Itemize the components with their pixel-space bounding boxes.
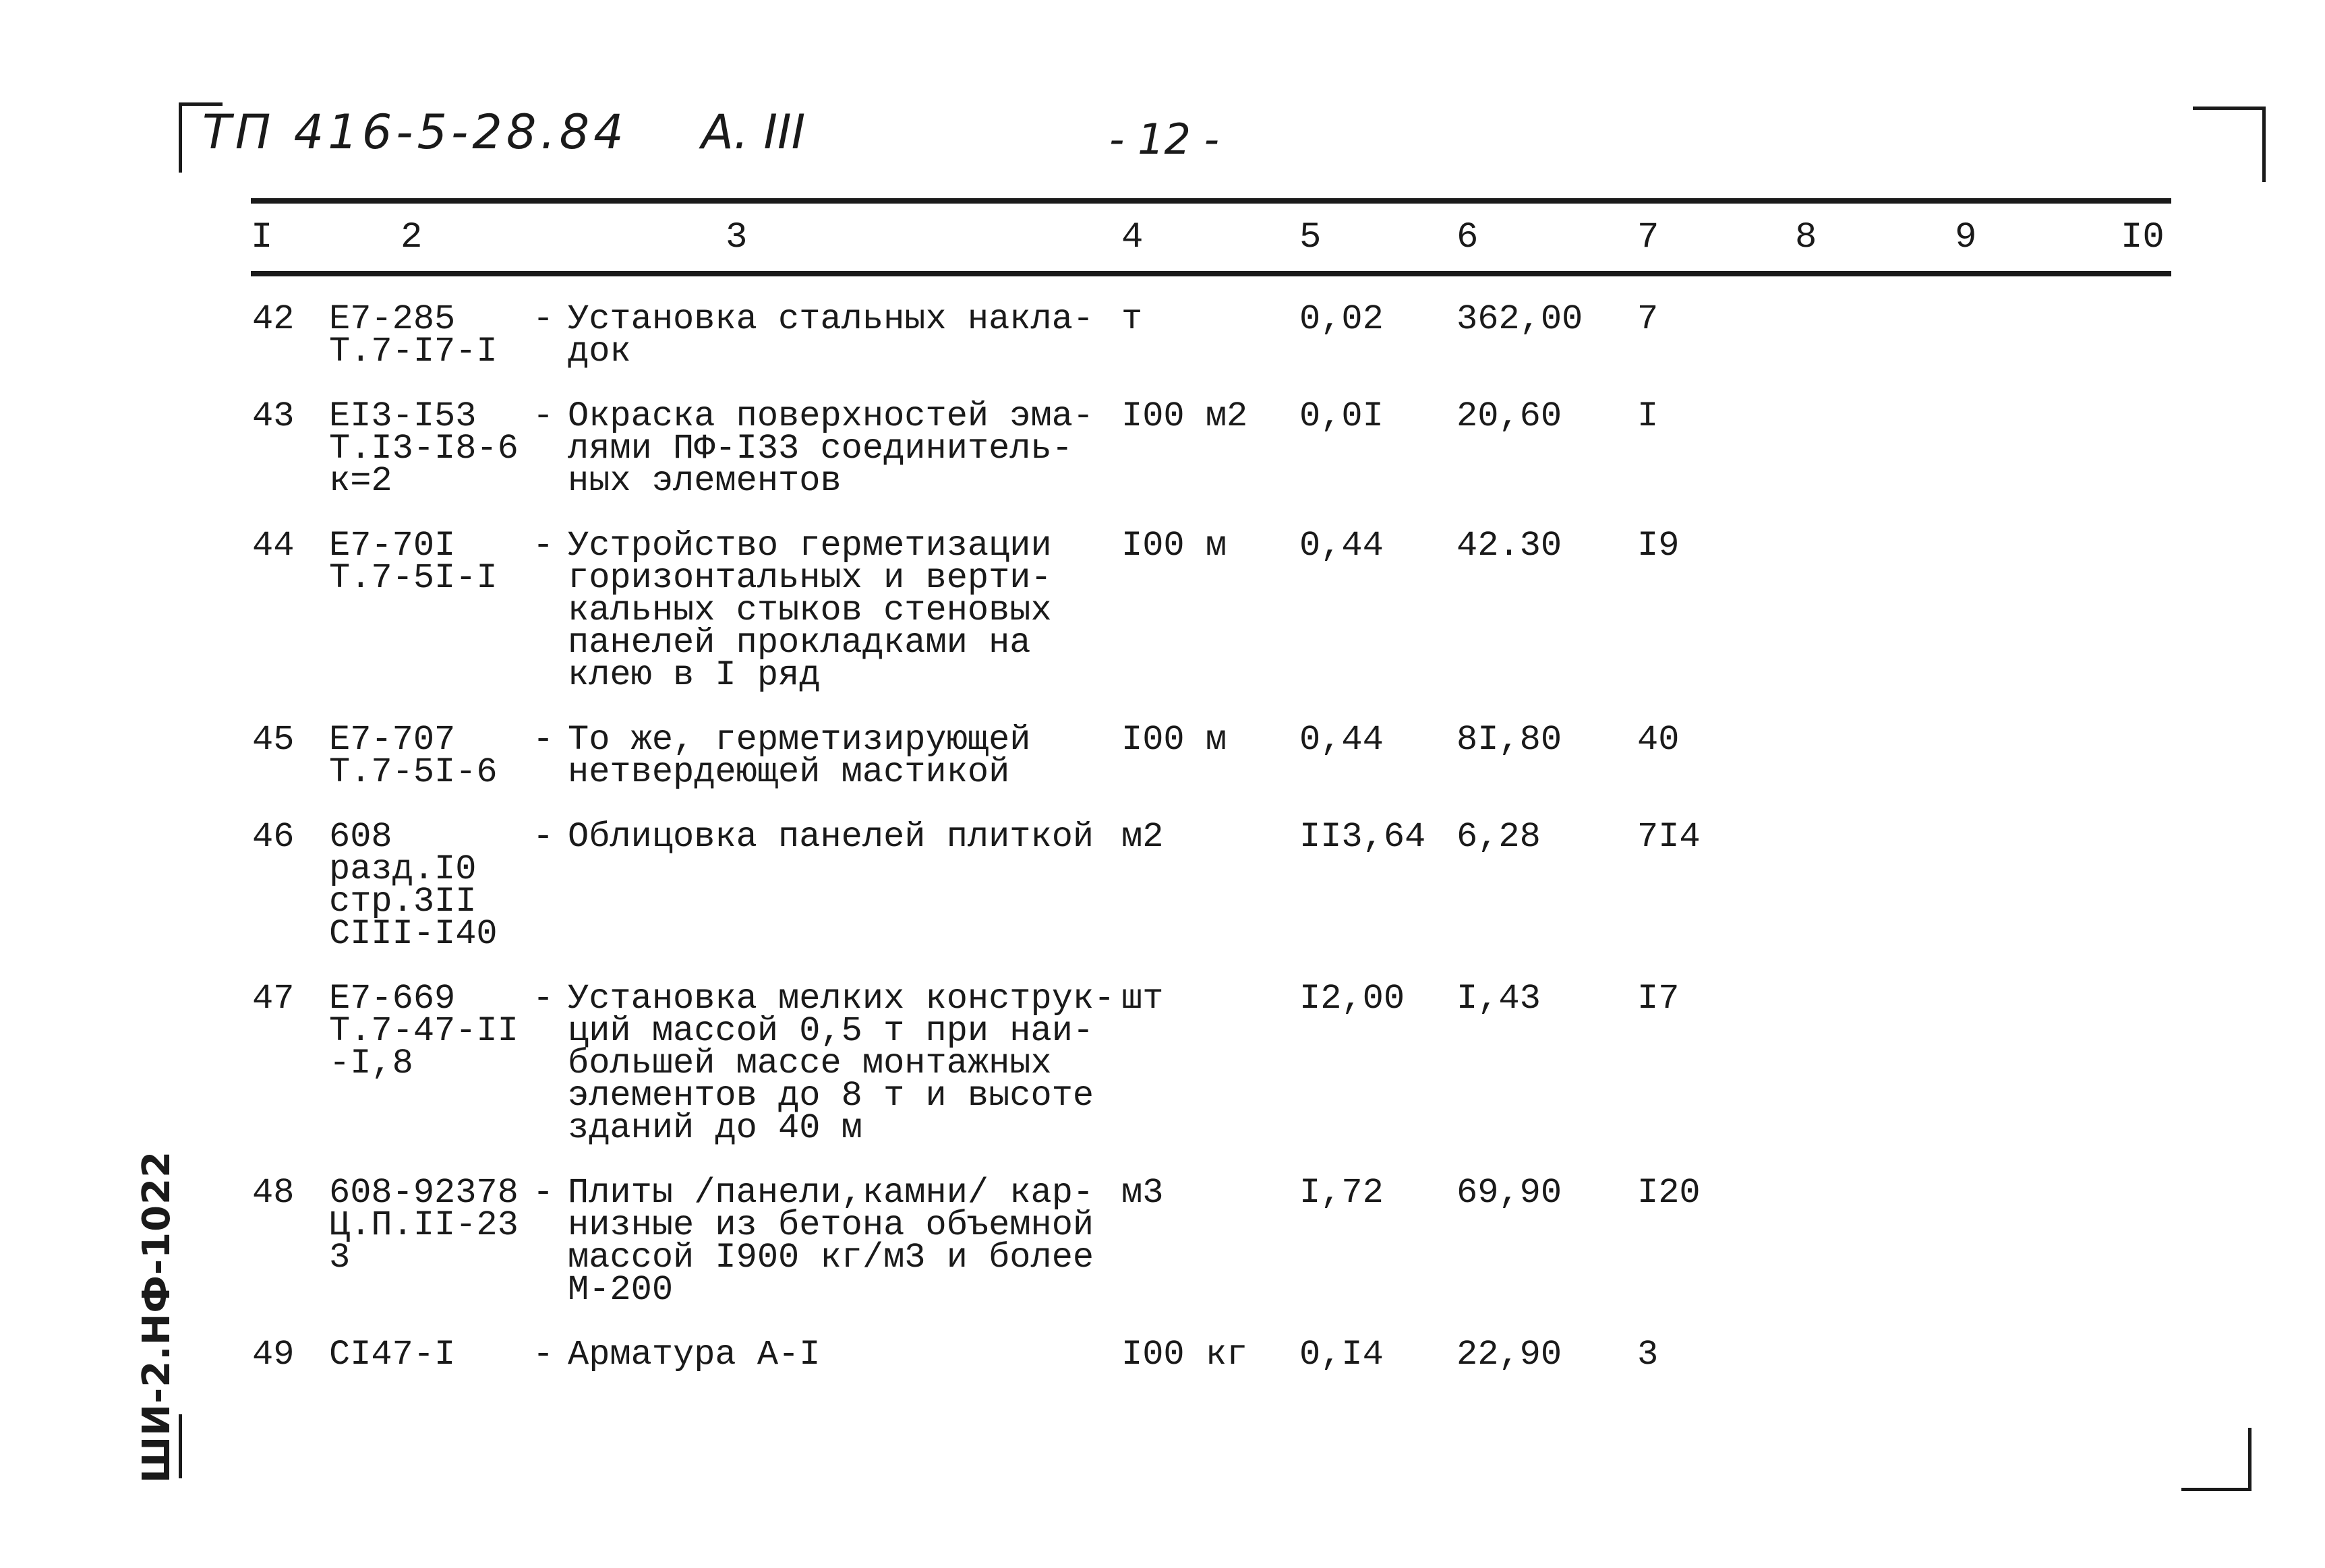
row-number: 46 xyxy=(252,817,295,857)
description-text: То же, герметизирующей нетвердеющей мастикой xyxy=(568,720,1031,792)
description-text: Устройство герметизации горизонтальных и верти- кальных стыков стеновых панелей прокладками на клею в I ряд xyxy=(568,526,1052,695)
unit: м3 xyxy=(1121,1173,1164,1213)
total-cost: 7 xyxy=(1637,299,1659,339)
table-row xyxy=(251,274,2171,400)
total-cost: 3 xyxy=(1637,1335,1659,1375)
frame-mark-top-right-horizontal xyxy=(2193,107,2266,110)
column-header: I xyxy=(251,217,273,258)
column-header: I0 xyxy=(2121,217,2165,258)
row-number: 44 xyxy=(252,526,295,566)
row-dash: - xyxy=(533,396,554,436)
description-text: Установка стальных накла- док xyxy=(568,299,1094,371)
frame-mark-bottom-left-vertical xyxy=(179,1414,182,1478)
table-row xyxy=(251,530,2171,724)
description-text: Облицовка панелей плиткой xyxy=(568,817,1094,857)
column-numbers-row xyxy=(251,201,2171,274)
page-number: - 12 - xyxy=(1109,115,1220,164)
work-description xyxy=(533,720,1121,821)
unit: I00 кг xyxy=(1121,1335,1248,1375)
column-header: 7 xyxy=(1637,217,1659,258)
unit: I00 м xyxy=(1121,526,1227,566)
table-row xyxy=(251,983,2171,1177)
work-description xyxy=(533,979,1121,1177)
column-header: 9 xyxy=(1955,217,1977,258)
table-row xyxy=(251,821,2171,983)
description-text: Плиты /панели,камни/ кар- низные из бетона объемной массой I900 кг/м3 и более М-200 xyxy=(568,1173,1094,1310)
unit: т xyxy=(1121,299,1143,339)
row-dash: - xyxy=(533,526,554,566)
row-dash: - xyxy=(533,817,554,857)
unit-price: 8I,80 xyxy=(1456,720,1562,760)
unit: шт xyxy=(1121,979,1164,1019)
rate-code: Е7-285 Т.7-I7-I xyxy=(329,299,498,371)
description-text: Установка мелких конструк- ций массой 0,5 т при наи- большей массе монтажных элементов до 8 т и высоте зданий до 40 м xyxy=(568,979,1115,1148)
column-header: 5 xyxy=(1299,217,1322,258)
total-cost: 40 xyxy=(1637,720,1680,760)
unit-price: 42.30 xyxy=(1456,526,1562,566)
total-cost: I9 xyxy=(1637,526,1680,566)
quantity: II3,64 xyxy=(1299,817,1426,857)
work-description xyxy=(533,817,1121,983)
table-row xyxy=(251,400,2171,530)
frame-mark-top-left-vertical xyxy=(179,102,182,173)
unit: м2 xyxy=(1121,817,1164,857)
quantity: 0,44 xyxy=(1299,526,1384,566)
rate-code: 608 разд.I0 стр.3II СIII-I40 xyxy=(329,817,498,954)
quantity: I,72 xyxy=(1299,1173,1384,1213)
frame-mark-bottom-right-horizontal xyxy=(2181,1488,2252,1491)
rate-code: СI47-I xyxy=(329,1335,456,1375)
column-header: 2 xyxy=(401,217,423,258)
unit-price: 69,90 xyxy=(1456,1173,1562,1213)
row-dash: - xyxy=(533,1173,554,1213)
quantity: 0,I4 xyxy=(1299,1335,1384,1375)
side-stamp: ШИ-2.НФ-1022 xyxy=(135,1150,179,1483)
quantity: I2,00 xyxy=(1299,979,1405,1019)
total-cost: I20 xyxy=(1637,1173,1701,1213)
rate-code: Е7-707 Т.7-5I-6 xyxy=(329,720,498,792)
row-number: 47 xyxy=(252,979,295,1019)
work-description xyxy=(533,526,1121,724)
column-header: 6 xyxy=(1456,217,1479,258)
unit-price: 20,60 xyxy=(1456,396,1562,436)
quantity: 0,0I xyxy=(1299,396,1384,436)
column-header: 3 xyxy=(726,217,748,258)
row-number: 48 xyxy=(252,1173,295,1213)
unit-price: 22,90 xyxy=(1456,1335,1562,1375)
description-text: Окраска поверхностей эма- лями ПФ-I33 соединитель- ных элементов xyxy=(568,396,1094,501)
description-text: Арматура А-I xyxy=(568,1335,821,1375)
row-number: 45 xyxy=(252,720,295,760)
table-row xyxy=(251,724,2171,821)
unit-price: I,43 xyxy=(1456,979,1541,1019)
work-description xyxy=(533,396,1121,530)
column-header: 8 xyxy=(1795,217,1817,258)
quantity: 0,02 xyxy=(1299,299,1384,339)
unit: I00 м xyxy=(1121,720,1227,760)
row-dash: - xyxy=(533,979,554,1019)
album-number: А. III xyxy=(701,104,806,160)
row-number: 42 xyxy=(252,299,295,339)
work-description xyxy=(533,1173,1121,1339)
table-row xyxy=(251,1339,2171,1404)
row-number: 49 xyxy=(252,1335,295,1375)
total-cost: I xyxy=(1637,396,1659,436)
unit: I00 м2 xyxy=(1121,396,1248,436)
frame-mark-top-right-vertical xyxy=(2262,107,2266,182)
rate-code: 608-92378 Ц.П.II-23 3 xyxy=(329,1173,519,1277)
estimate-table xyxy=(251,198,2171,1404)
table-row xyxy=(251,1177,2171,1339)
work-description xyxy=(533,274,1121,400)
unit-price: 362,00 xyxy=(1456,299,1583,339)
total-cost: I7 xyxy=(1637,979,1680,1019)
rate-code: ЕI3-I53 Т.I3-I8-6 к=2 xyxy=(329,396,519,501)
rate-code: Е7-669 Т.7-47-II -I,8 xyxy=(329,979,519,1083)
row-dash: - xyxy=(533,720,554,760)
row-dash: - xyxy=(533,1335,554,1375)
total-cost: 7I4 xyxy=(1637,817,1701,857)
row-number: 43 xyxy=(252,396,295,436)
work-description xyxy=(533,1335,1121,1404)
row-dash: - xyxy=(533,299,554,339)
column-header: 4 xyxy=(1121,217,1144,258)
frame-mark-bottom-right-vertical xyxy=(2248,1428,2252,1491)
unit-price: 6,28 xyxy=(1456,817,1541,857)
quantity: 0,44 xyxy=(1299,720,1384,760)
document-code: ТП 416-5-28.84 xyxy=(202,104,628,160)
rate-code: Е7-70I Т.7-5I-I xyxy=(329,526,498,598)
